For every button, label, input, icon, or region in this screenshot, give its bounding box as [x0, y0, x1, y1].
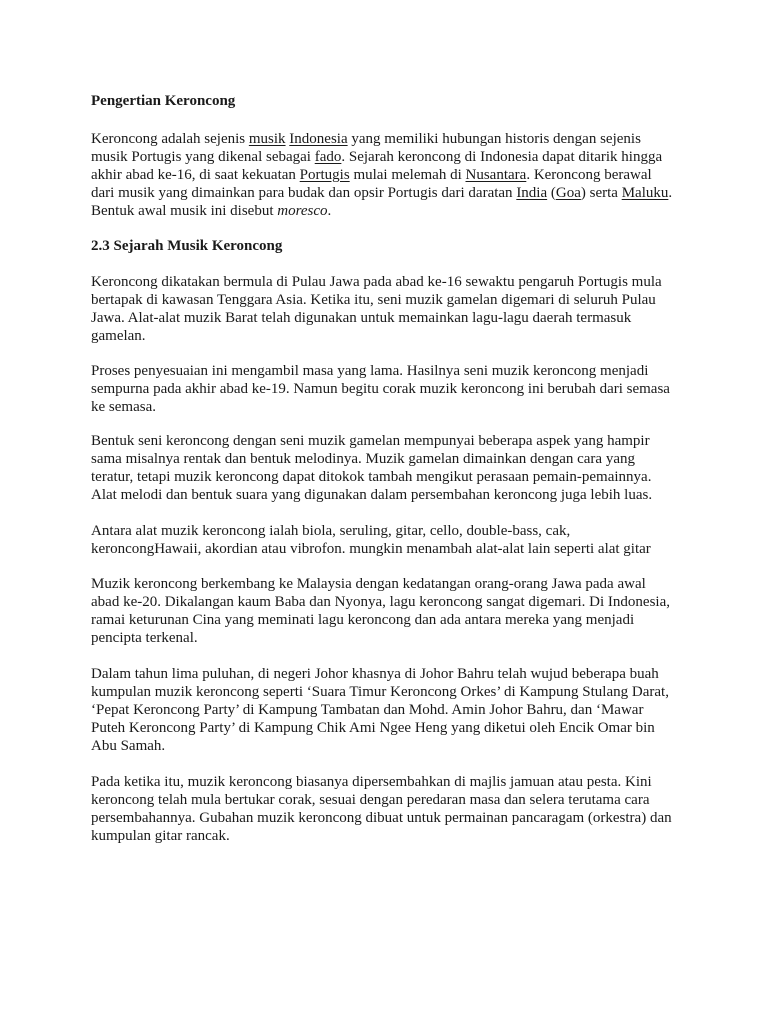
paragraph-pengertian	[91, 130, 681, 220]
text-run: .	[668, 185, 673, 201]
text-line: Abu Samah.	[91, 738, 166, 754]
paragraph-sejarah-7	[91, 773, 681, 845]
link-india[interactable]: India	[516, 185, 548, 201]
text-line: Proses penyesuaian ini mengambil masa yang lama. Hasilnya seni muzik keroncong menjadi	[91, 363, 649, 379]
link-goa[interactable]: Goa	[555, 185, 581, 201]
text-run: musik Portugis yang dikenal sebagai	[91, 149, 315, 165]
text-line: Alat melodi dan bentuk suara yang digunakan dalam persembahan keroncong juga lebih luas.	[91, 487, 653, 503]
link-musik[interactable]: musik	[248, 131, 286, 147]
paragraph-sejarah-5	[91, 575, 681, 647]
text-line: Dalam tahun lima puluhan, di negeri Johor khasnya di Johor Bahru telah wujud beberapa buah	[91, 666, 659, 682]
text-line: ke semasa.	[91, 399, 156, 415]
text-line: teratur, tetapi muzik keroncong dapat ditokok tambah mengikut perasaan pemain-pemainnya.	[91, 469, 652, 485]
text-line: keroncong telah mula bertukar corak, sesuai dengan peredaran masa dan selera terutama cara	[91, 792, 650, 808]
text-line	[91, 166, 681, 184]
text-line: kumpulan muzik keroncong seperti ‘Suara Timur Keroncong Orkes’ di Kampung Stulang Darat,	[91, 684, 669, 700]
text-line: bertapak di kawasan Tenggara Asia. Ketika itu, seni muzik gamelan digemari di seluruh Pulau	[91, 292, 656, 308]
paragraph-sejarah-2	[91, 362, 681, 416]
text-run: . Keroncong berawal	[526, 167, 652, 183]
text-line: keroncongHawaii, akordian atau vibrofon. mungkin menambah alat-alat lain seperti alat gitar	[91, 541, 651, 557]
text-run: . Sejarah keroncong di Indonesia dapat ditarik hingga	[341, 149, 663, 165]
text-run: Bentuk awal musik ini disebut	[91, 203, 278, 219]
text-line	[91, 148, 681, 166]
paragraph-sejarah-4	[91, 522, 681, 558]
link-maluku[interactable]: Maluku	[621, 185, 669, 201]
text-line: abad ke-20. Dikalangan kaum Baba dan Nyonya, lagu keroncong sangat digemari. Di Indonesia,	[91, 594, 670, 610]
text-line: persembahannya. Gubahan muzik keroncong dibuat untuk permainan pancaragam (orkestra) dan	[91, 810, 672, 826]
text-line: Bentuk seni keroncong dengan seni muzik gamelan mempunyai beberapa aspek yang hampir	[91, 433, 650, 449]
text-line: Jawa. Alat-alat muzik Barat telah digunakan untuk memainkan lagu-lagu daerah termasuk	[91, 310, 632, 326]
text-run: Keroncong adalah sejenis	[91, 131, 249, 147]
text-line: pencipta terkenal.	[91, 630, 198, 646]
section-heading-pengertian: Pengertian Keroncong	[91, 93, 236, 109]
text-run: yang memiliki hubungan historis dengan sejenis	[347, 131, 641, 147]
link-portugis[interactable]: Portugis	[299, 167, 350, 183]
text-line: ramai keturunan Cina yang meminati lagu keroncong dan ada antara mereka yang menjadi	[91, 612, 635, 628]
section-heading-sejarah: 2.3 Sejarah Musik Keroncong	[91, 238, 283, 254]
text-line: Puteh Keroncong Party’ di Kampung Chik Ami Ngee Heng yang diketui oleh Encik Omar bin	[91, 720, 655, 736]
text-line	[91, 184, 681, 202]
text-run: dari musik yang dimainkan para budak dan opsir Portugis dari daratan	[91, 185, 517, 201]
text-line: Keroncong dikatakan bermula di Pulau Jawa pada abad ke-16 sewaktu pengaruh Portugis mula	[91, 274, 662, 290]
text-run: mulai melemah di	[349, 167, 466, 183]
text-line: sempurna pada akhir abad ke-19. Namun begitu corak muzik keroncong ini berubah dari semasa	[91, 381, 670, 397]
link-indonesia[interactable]: Indonesia	[289, 131, 348, 147]
text-run: ) serta	[580, 185, 622, 201]
link-fado[interactable]: fado	[314, 149, 342, 165]
paragraph-sejarah-3	[91, 432, 681, 504]
text-line: gamelan.	[91, 328, 146, 344]
text-line: Antara alat muzik keroncong ialah biola, seruling, gitar, cello, double-bass, cak,	[91, 523, 571, 539]
text-run: .	[327, 203, 332, 219]
text-run: akhir abad ke-16, di saat kekuatan	[91, 167, 300, 183]
text-line: kumpulan gitar rancak.	[91, 828, 230, 844]
text-line: ‘Pepat Keroncong Party’ di Kampung Tambatan dan Mohd. Amin Johor Bahru, dan ‘Mawar	[91, 702, 644, 718]
text-line	[91, 202, 681, 220]
text-run: (	[547, 185, 556, 201]
paragraph-sejarah-6	[91, 665, 681, 755]
text-line: Pada ketika itu, muzik keroncong biasanya dipersembahkan di majlis jamuan atau pesta. Kini	[91, 774, 652, 790]
text-line	[91, 130, 681, 148]
link-nusantara[interactable]: Nusantara	[465, 167, 527, 183]
text-line: sama misalnya rentak dan bentuk melodinya. Muzik gamelan dimainkan dengan cara yang	[91, 451, 635, 467]
text-line: Muzik keroncong berkembang ke Malaysia dengan kedatangan orang-orang Jawa pada awal	[91, 576, 646, 592]
italic-term: moresco	[277, 203, 328, 219]
paragraph-sejarah-1	[91, 273, 681, 345]
